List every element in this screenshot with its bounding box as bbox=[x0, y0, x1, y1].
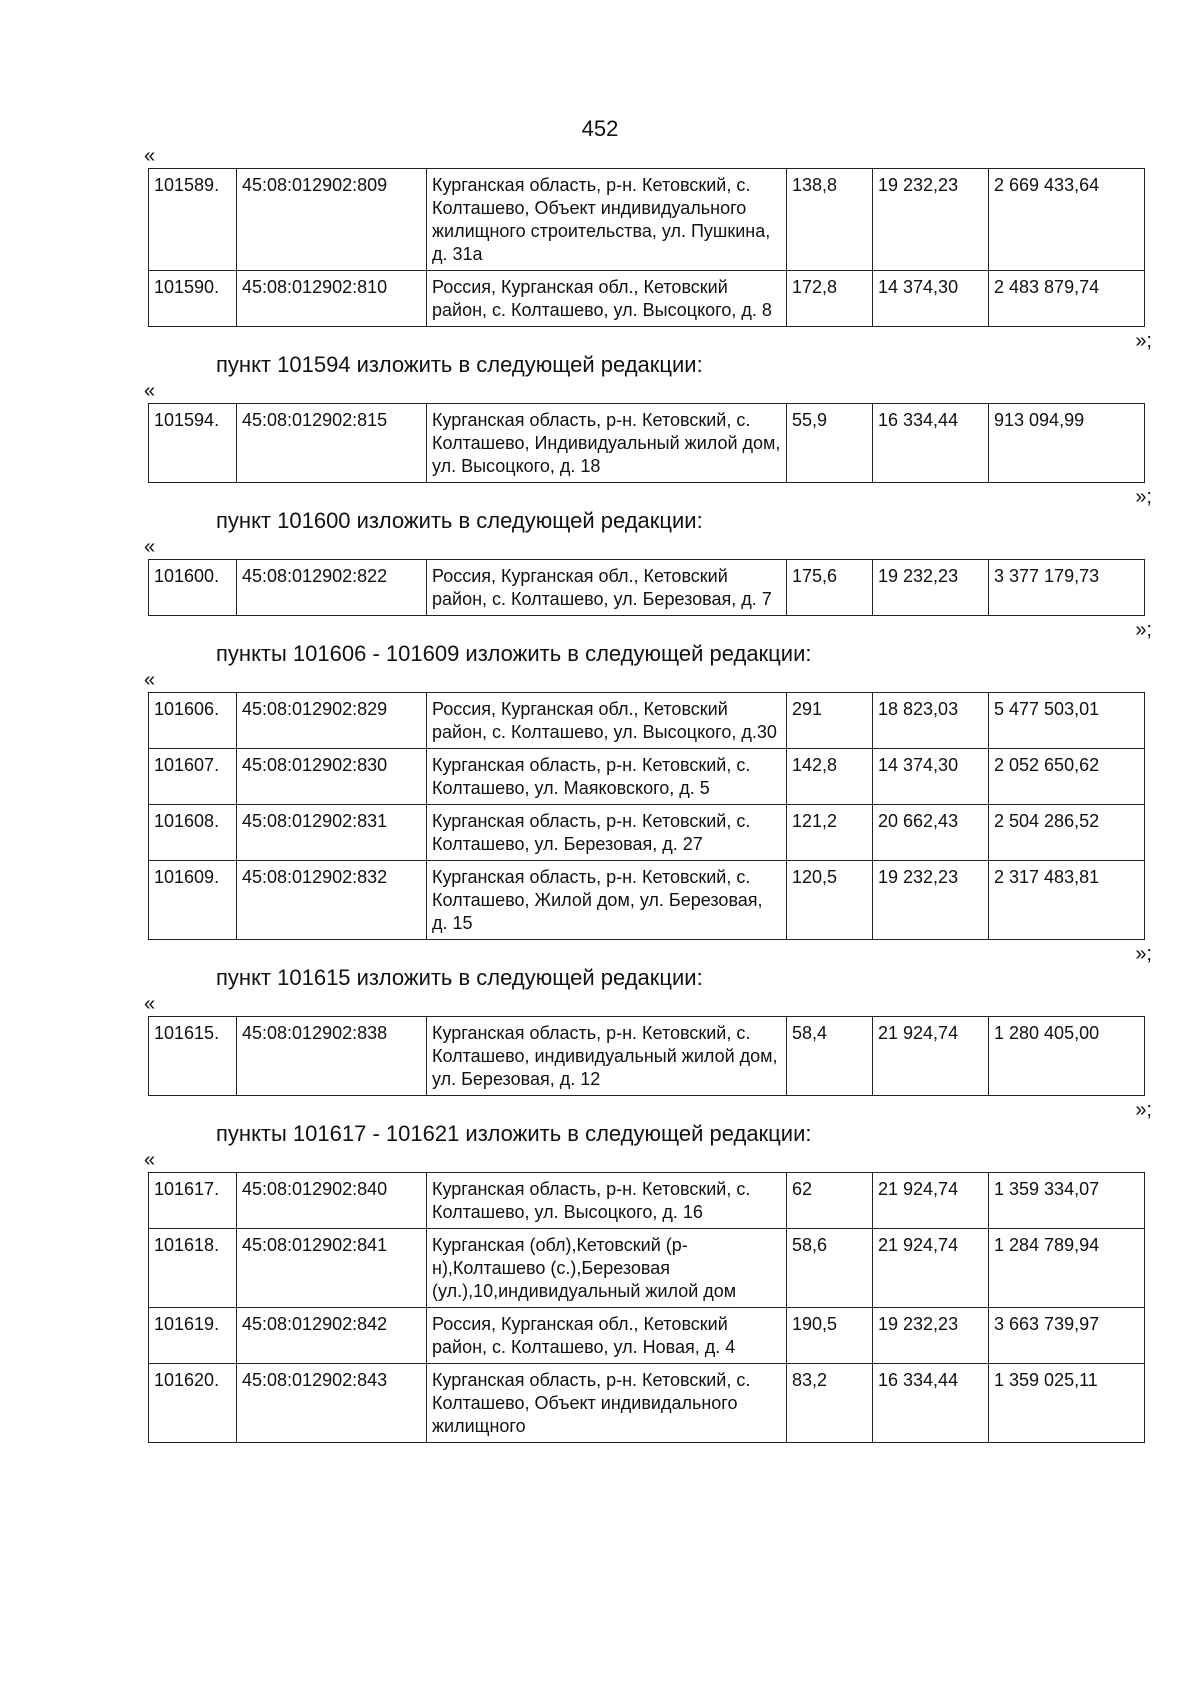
unit-price: 20 662,43 bbox=[873, 805, 989, 861]
area: 58,4 bbox=[787, 1017, 873, 1096]
table-row bbox=[149, 861, 1145, 940]
row-number: 101618. bbox=[149, 1229, 237, 1308]
address: Россия, Курганская обл., Кетовский район, с. Колташево, ул. Высоцкого, д.30 bbox=[427, 693, 787, 749]
entries-table bbox=[148, 1016, 1145, 1096]
area: 83,2 bbox=[787, 1364, 873, 1443]
row-number: 101620. bbox=[149, 1364, 237, 1443]
total-value: 3 377 179,73 bbox=[989, 560, 1145, 616]
unit-price: 16 334,44 bbox=[873, 1364, 989, 1443]
unit-price: 21 924,74 bbox=[873, 1173, 989, 1229]
area: 121,2 bbox=[787, 805, 873, 861]
quote-close-mark: »; bbox=[1135, 943, 1152, 965]
quote-open-mark: « bbox=[144, 380, 156, 402]
total-value: 5 477 503,01 bbox=[989, 693, 1145, 749]
row-number: 101607. bbox=[149, 749, 237, 805]
address: Курганская область, р-н. Кетовский, с. Колташево, индивидуальный жилой дом, ул. Березовая, д. 12 bbox=[427, 1017, 787, 1096]
unit-price: 14 374,30 bbox=[873, 271, 989, 327]
cadastral-number: 45:08:012902:815 bbox=[237, 404, 427, 483]
table-row bbox=[149, 1364, 1145, 1443]
area: 138,8 bbox=[787, 169, 873, 271]
total-value: 1 284 789,94 bbox=[989, 1229, 1145, 1308]
entries-table bbox=[148, 692, 1145, 940]
table-row bbox=[149, 805, 1145, 861]
row-number: 101609. bbox=[149, 861, 237, 940]
unit-price: 16 334,44 bbox=[873, 404, 989, 483]
cadastral-number: 45:08:012902:810 bbox=[237, 271, 427, 327]
cadastral-number: 45:08:012902:843 bbox=[237, 1364, 427, 1443]
row-number: 101619. bbox=[149, 1308, 237, 1364]
row-number: 101590. bbox=[149, 271, 237, 327]
section-intro: пункт 101615 изложить в следующей редакции: bbox=[216, 965, 703, 990]
row-number: 101594. bbox=[149, 404, 237, 483]
section-intro: пункты 101617 - 101621 изложить в следующей редакции: bbox=[216, 1121, 812, 1146]
section-block bbox=[144, 507, 1152, 641]
area: 120,5 bbox=[787, 861, 873, 940]
address: Курганская область, р-н. Кетовский, с. Колташево, Объект индивидального жилищного bbox=[427, 1364, 787, 1443]
cadastral-number: 45:08:012902:832 bbox=[237, 861, 427, 940]
area: 55,9 bbox=[787, 404, 873, 483]
unit-price: 21 924,74 bbox=[873, 1017, 989, 1096]
total-value: 2 669 433,64 bbox=[989, 169, 1145, 271]
row-number: 101615. bbox=[149, 1017, 237, 1096]
area: 190,5 bbox=[787, 1308, 873, 1364]
document-body bbox=[144, 145, 1152, 1443]
cadastral-number: 45:08:012902:830 bbox=[237, 749, 427, 805]
address: Курганская область, р-н. Кетовский, с. Колташево, ул. Маяковского, д. 5 bbox=[427, 749, 787, 805]
address: Курганская область, р-н. Кетовский, с. Колташево, Жилой дом, ул. Березовая, д. 15 bbox=[427, 861, 787, 940]
section-intro: пункт 101594 изложить в следующей редакции: bbox=[216, 352, 703, 377]
entries-table bbox=[148, 559, 1145, 616]
table-row bbox=[149, 404, 1145, 483]
area: 172,8 bbox=[787, 271, 873, 327]
table-row bbox=[149, 1308, 1145, 1364]
row-number: 101606. bbox=[149, 693, 237, 749]
quote-close-mark: »; bbox=[1135, 330, 1152, 352]
total-value: 1 280 405,00 bbox=[989, 1017, 1145, 1096]
unit-price: 21 924,74 bbox=[873, 1229, 989, 1308]
address: Россия, Курганская обл., Кетовский район, с. Колташево, ул. Березовая, д. 7 bbox=[427, 560, 787, 616]
row-number: 101617. bbox=[149, 1173, 237, 1229]
area: 62 bbox=[787, 1173, 873, 1229]
table-row bbox=[149, 560, 1145, 616]
cadastral-number: 45:08:012902:842 bbox=[237, 1308, 427, 1364]
area: 142,8 bbox=[787, 749, 873, 805]
table-row bbox=[149, 693, 1145, 749]
address: Курганская область, р-н. Кетовский, с. Колташево, ул. Березовая, д. 27 bbox=[427, 805, 787, 861]
entries-table bbox=[148, 403, 1145, 483]
address: Курганская область, р-н. Кетовский, с. Колташево, ул. Высоцкого, д. 16 bbox=[427, 1173, 787, 1229]
unit-price: 19 232,23 bbox=[873, 1308, 989, 1364]
row-number: 101608. bbox=[149, 805, 237, 861]
section-intro: пункты 101606 - 101609 изложить в следующей редакции: bbox=[216, 641, 812, 666]
quote-close-mark: »; bbox=[1135, 486, 1152, 508]
cadastral-number: 45:08:012902:829 bbox=[237, 693, 427, 749]
cadastral-number: 45:08:012902:840 bbox=[237, 1173, 427, 1229]
cadastral-number: 45:08:012902:831 bbox=[237, 805, 427, 861]
section-block bbox=[144, 964, 1152, 1121]
total-value: 2 052 650,62 bbox=[989, 749, 1145, 805]
cadastral-number: 45:08:012902:822 bbox=[237, 560, 427, 616]
cadastral-number: 45:08:012902:841 bbox=[237, 1229, 427, 1308]
section-intro: пункт 101600 изложить в следующей редакции: bbox=[216, 508, 703, 533]
quote-open-mark: « bbox=[144, 145, 156, 167]
cadastral-number: 45:08:012902:838 bbox=[237, 1017, 427, 1096]
section-block bbox=[144, 1120, 1144, 1443]
row-number: 101589. bbox=[149, 169, 237, 271]
row-number: 101600. bbox=[149, 560, 237, 616]
area: 291 bbox=[787, 693, 873, 749]
area: 58,6 bbox=[787, 1229, 873, 1308]
quote-open-mark: « bbox=[144, 993, 156, 1015]
address: Курганская (обл),Кетовский (р-н),Колташево (с.),Березовая (ул.),10,индивидуальный жилой дом bbox=[427, 1229, 787, 1308]
entries-table bbox=[148, 1172, 1145, 1443]
unit-price: 18 823,03 bbox=[873, 693, 989, 749]
total-value: 2 483 879,74 bbox=[989, 271, 1145, 327]
table-row bbox=[149, 1173, 1145, 1229]
unit-price: 19 232,23 bbox=[873, 861, 989, 940]
quote-close-mark: »; bbox=[1135, 619, 1152, 641]
unit-price: 14 374,30 bbox=[873, 749, 989, 805]
total-value: 2 504 286,52 bbox=[989, 805, 1145, 861]
area: 175,6 bbox=[787, 560, 873, 616]
cadastral-number: 45:08:012902:809 bbox=[237, 169, 427, 271]
total-value: 1 359 025,11 bbox=[989, 1364, 1145, 1443]
table-row bbox=[149, 169, 1145, 271]
quote-open-mark: « bbox=[144, 536, 156, 558]
total-value: 2 317 483,81 bbox=[989, 861, 1145, 940]
table-row bbox=[149, 749, 1145, 805]
address: Россия, Курганская обл., Кетовский район, с. Колташево, ул. Высоцкого, д. 8 bbox=[427, 271, 787, 327]
quote-open-mark: « bbox=[144, 669, 156, 691]
unit-price: 19 232,23 bbox=[873, 169, 989, 271]
quote-close-mark: »; bbox=[1135, 1099, 1152, 1121]
section-block bbox=[144, 145, 1152, 352]
total-value: 1 359 334,07 bbox=[989, 1173, 1145, 1229]
address: Россия, Курганская обл., Кетовский район, с. Колташево, ул. Новая, д. 4 bbox=[427, 1308, 787, 1364]
table-row bbox=[149, 1229, 1145, 1308]
address: Курганская область, р-н. Кетовский, с. Колташево, Объект индивидуального жилищного строительства, ул. Пушкина, д. 31а bbox=[427, 169, 787, 271]
table-row bbox=[149, 271, 1145, 327]
address: Курганская область, р-н. Кетовский, с. Колташево, Индивидуальный жилой дом, ул. Высоцкого, д. 18 bbox=[427, 404, 787, 483]
table-row bbox=[149, 1017, 1145, 1096]
section-block bbox=[144, 640, 1152, 965]
entries-table bbox=[148, 168, 1145, 327]
total-value: 913 094,99 bbox=[989, 404, 1145, 483]
section-block bbox=[144, 351, 1152, 508]
page-number: 452 bbox=[581, 116, 619, 141]
total-value: 3 663 739,97 bbox=[989, 1308, 1145, 1364]
quote-open-mark: « bbox=[144, 1149, 156, 1171]
unit-price: 19 232,23 bbox=[873, 560, 989, 616]
